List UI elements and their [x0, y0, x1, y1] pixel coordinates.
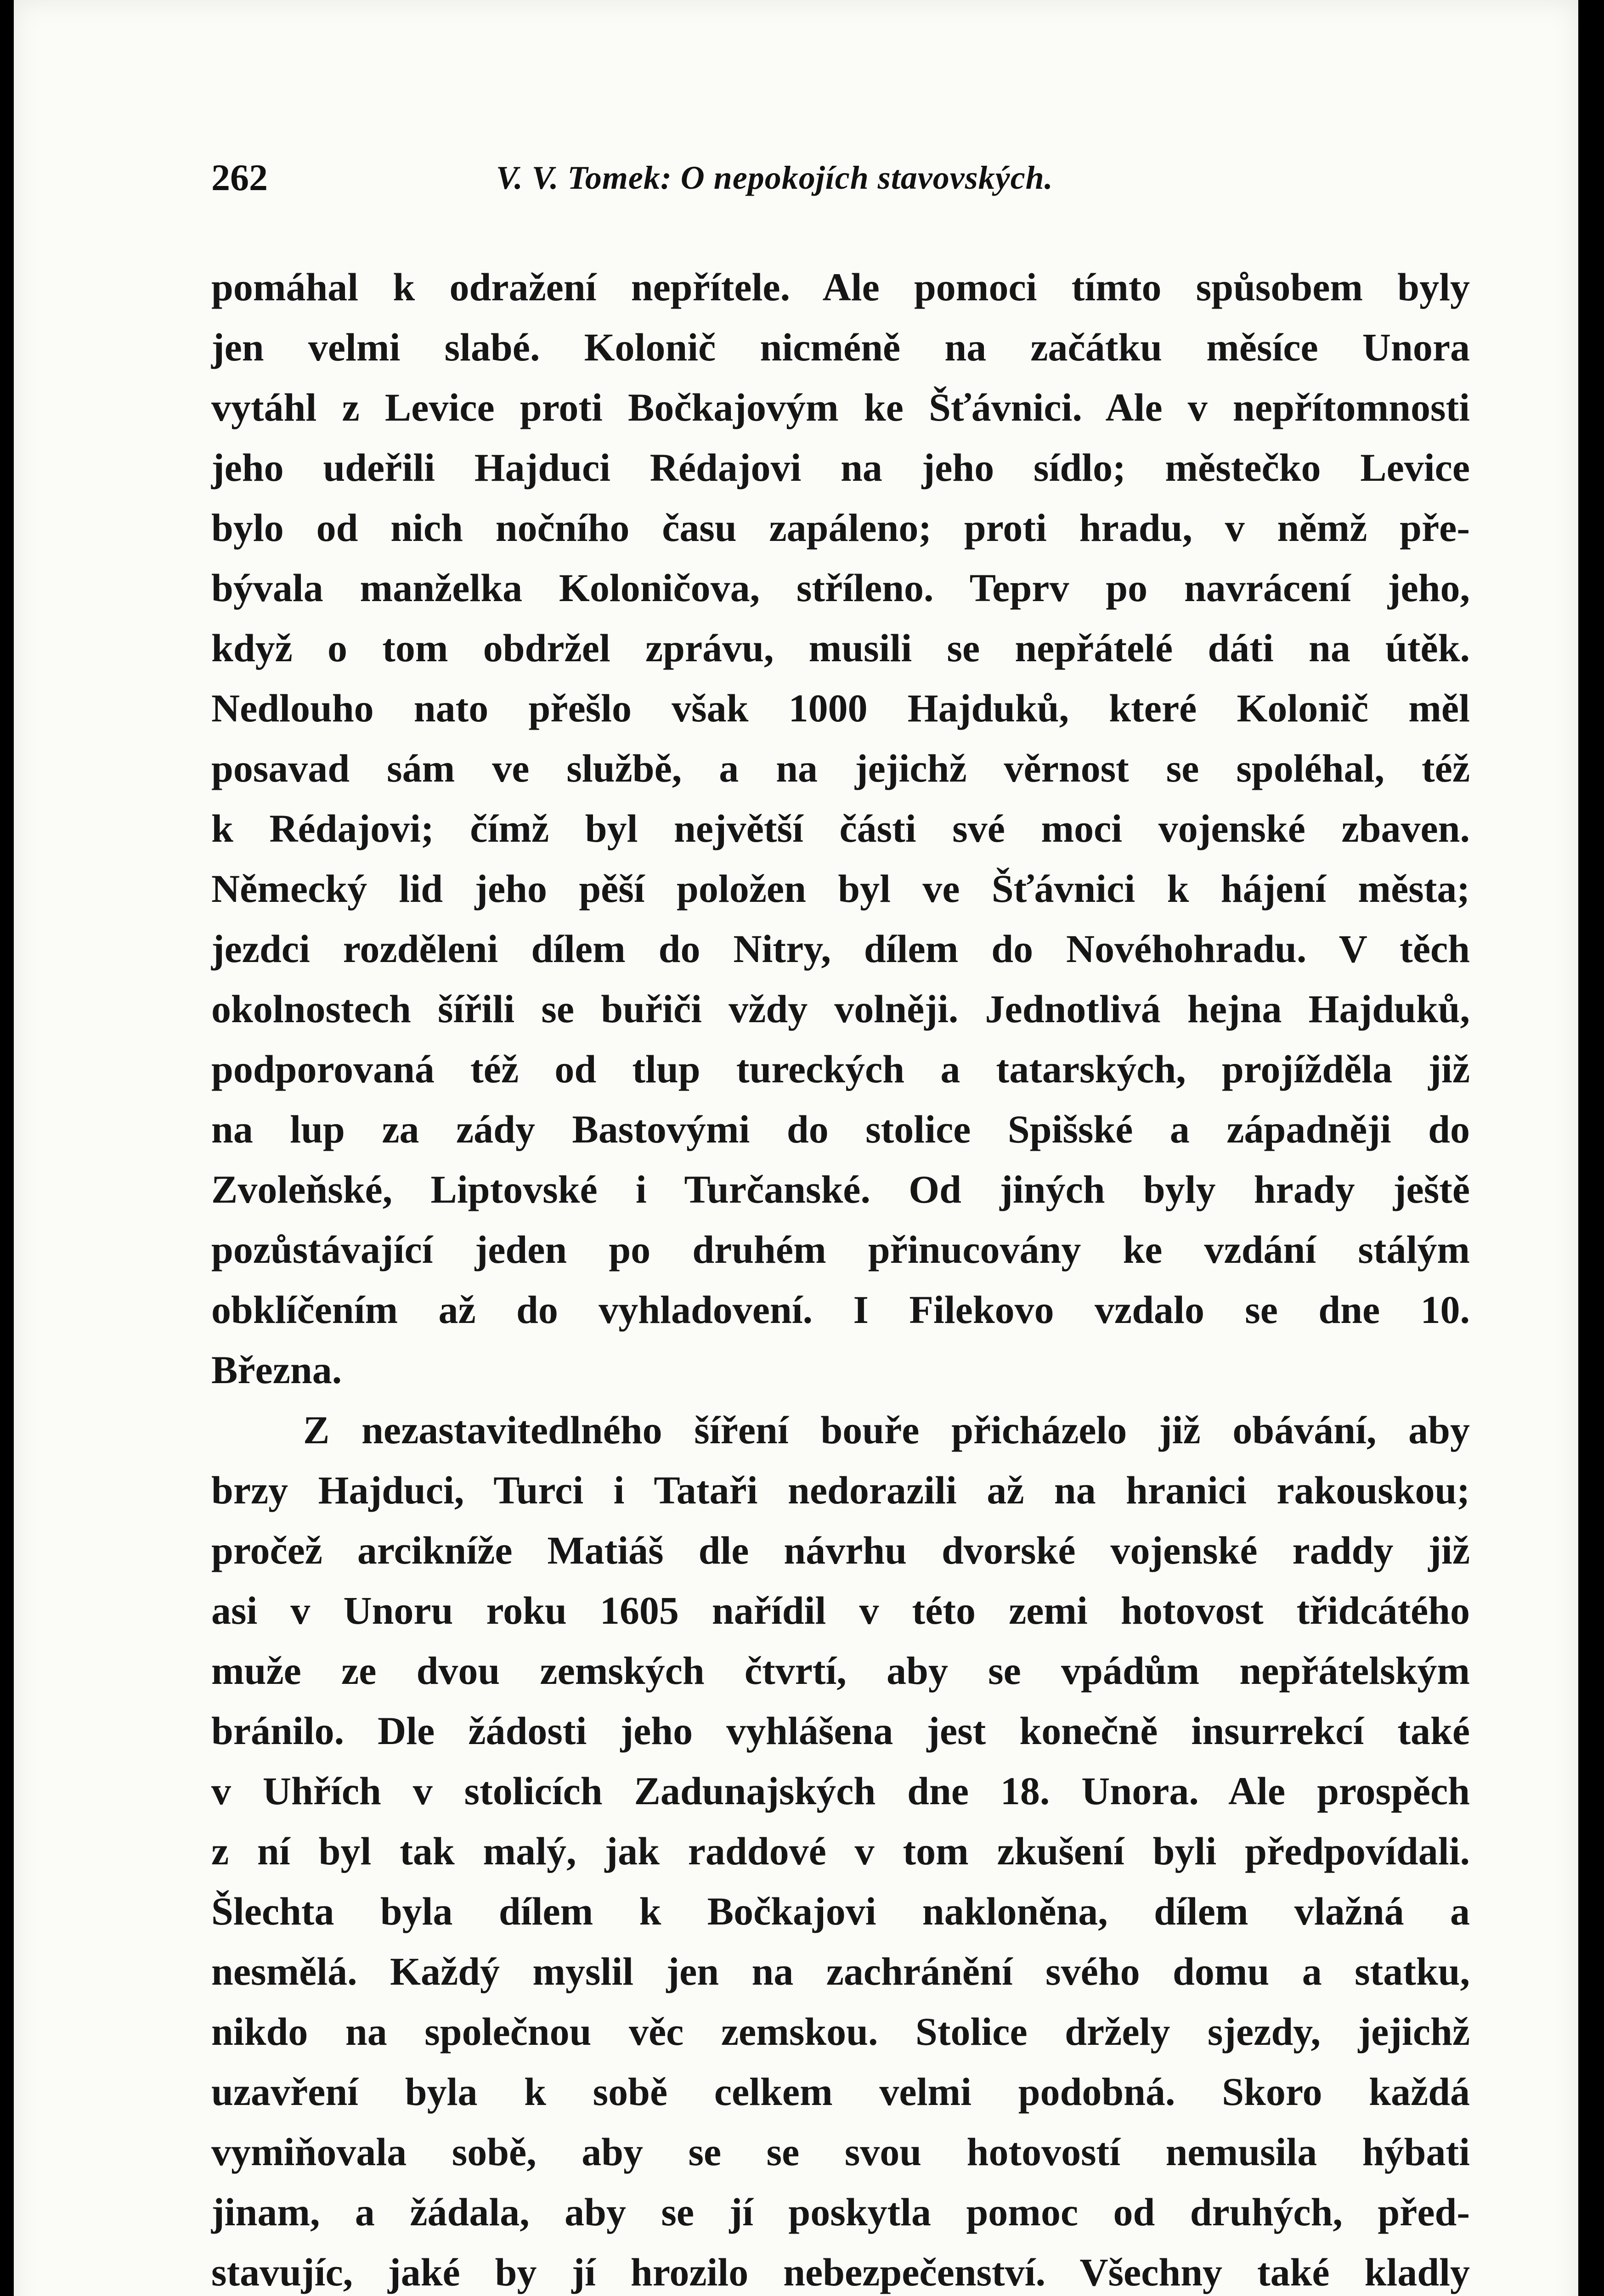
text-line: muže ze dvou zemských čtvrtí, aby se vpádům nepřátelským	[211, 1649, 1470, 1693]
text-line: stavujíc, jaké by jí hrozilo nebezpečenství. Všechny také kladly	[211, 2250, 1470, 2294]
text-line: pozůstávající jeden po druhém přinucovány ke vzdání stálým	[211, 1227, 1470, 1272]
text-line: okolnostech šířili se buřiči vždy volněji. Jednotlivá hejna Hajduků,	[211, 987, 1470, 1031]
text-line: z ní byl tak malý, jak raddové v tom zkušení byli předpovídali.	[211, 1829, 1470, 1873]
text-line: uzavření byla k sobě celkem velmi podobná. Skoro každá	[211, 2070, 1470, 2114]
text-line: jinam, a žádala, aby se jí poskytla pomoc od druhých, před-	[211, 2190, 1470, 2234]
paragraph-end-line: Března.	[211, 1348, 342, 1392]
text-line: pomáhal k odražení nepřítele. Ale pomoci tímto spůsobem byly	[211, 265, 1470, 309]
text-line: Šlechta byla dílem k Bočkajovi nakloněna, dílem vlažná a	[211, 1889, 1470, 1933]
text-line: Zvoleňské, Liptovské i Turčanské. Od jiných byly hrady ještě	[211, 1167, 1470, 1211]
text-line: podporovaná též od tlup tureckých a tatarských, projížděla již	[211, 1047, 1470, 1091]
text-line: asi v Unoru roku 1605 nařídil v této zemi hotovost třidcátého	[211, 1588, 1470, 1632]
text-line: na lup za zády Bastovými do stolice Spišské a západněji do	[211, 1107, 1470, 1151]
text-line: v Uhřích v stolicích Zadunajských dne 18. Unora. Ale prospěch	[211, 1769, 1470, 1813]
book-page	[14, 0, 1578, 2296]
text-line: bývala manželka Koloničova, stříleno. Teprv po navrácení jeho,	[211, 566, 1470, 610]
text-line: jen velmi slabé. Kolonič nicméně na začátku měsíce Unora	[211, 325, 1470, 369]
text-line: když o tom obdržel zprávu, musili se nepřátelé dáti na útěk.	[211, 626, 1470, 670]
body-text	[211, 257, 1470, 2296]
text-line: Německý lid jeho pěší položen byl ve Šťávnici k hájení města;	[211, 867, 1470, 911]
text-line: bylo od nich nočního času zapáleno; proti hradu, v němž pře-	[211, 506, 1470, 550]
text-line: k Rédajovi; čímž byl největší části své moci vojenské zbaven.	[211, 806, 1470, 850]
text-line: brzy Hajduci, Turci i Tataři nedorazili až na hranici rakouskou;	[211, 1468, 1470, 1512]
text-line: jeho udeřili Hajduci Rédajovi na jeho sídlo; městečko Levice	[211, 445, 1470, 490]
running-head: V. V. Tomek: O nepokojích stavovských.	[496, 159, 1053, 196]
text-line: vytáhl z Levice proti Bočkajovým ke Šťávnici. Ale v nepřítomnosti	[211, 385, 1470, 429]
text-line: obklíčením až do vyhladovení. I Filekovo vzdalo se dne 10.	[211, 1288, 1470, 1332]
text-line: vymiňovala sobě, aby se se svou hotovostí nemusila hýbati	[211, 2130, 1470, 2174]
page-number: 262	[211, 157, 268, 198]
text-line: nikdo na společnou věc zemskou. Stolice držely sjezdy, jejichž	[211, 2009, 1470, 2054]
page-header	[211, 156, 1406, 211]
text-line: bránilo. Dle žádosti jeho vyhlášena jest konečně insurrekcí také	[211, 1709, 1470, 1753]
text-line: jezdci rozděleni dílem do Nitry, dílem do Novéhohradu. V těch	[211, 927, 1470, 971]
text-line: pročež arcikníže Matiáš dle návrhu dvorské vojenské raddy již	[211, 1528, 1470, 1572]
text-line: posavad sám ve službě, a na jejichž věrnost se spoléhal, též	[211, 746, 1470, 790]
paragraph-start-line: Z nezastavitedlného šíření bouře přicházelo již obávání, aby	[303, 1408, 1470, 1452]
text-line: Nedlouho nato přešlo však 1000 Hajduků, které Kolonič měl	[211, 686, 1470, 730]
text-line: nesmělá. Každý myslil jen na zachránění svého domu a statku,	[211, 1949, 1470, 1993]
scan-border	[1578, 0, 1604, 2296]
